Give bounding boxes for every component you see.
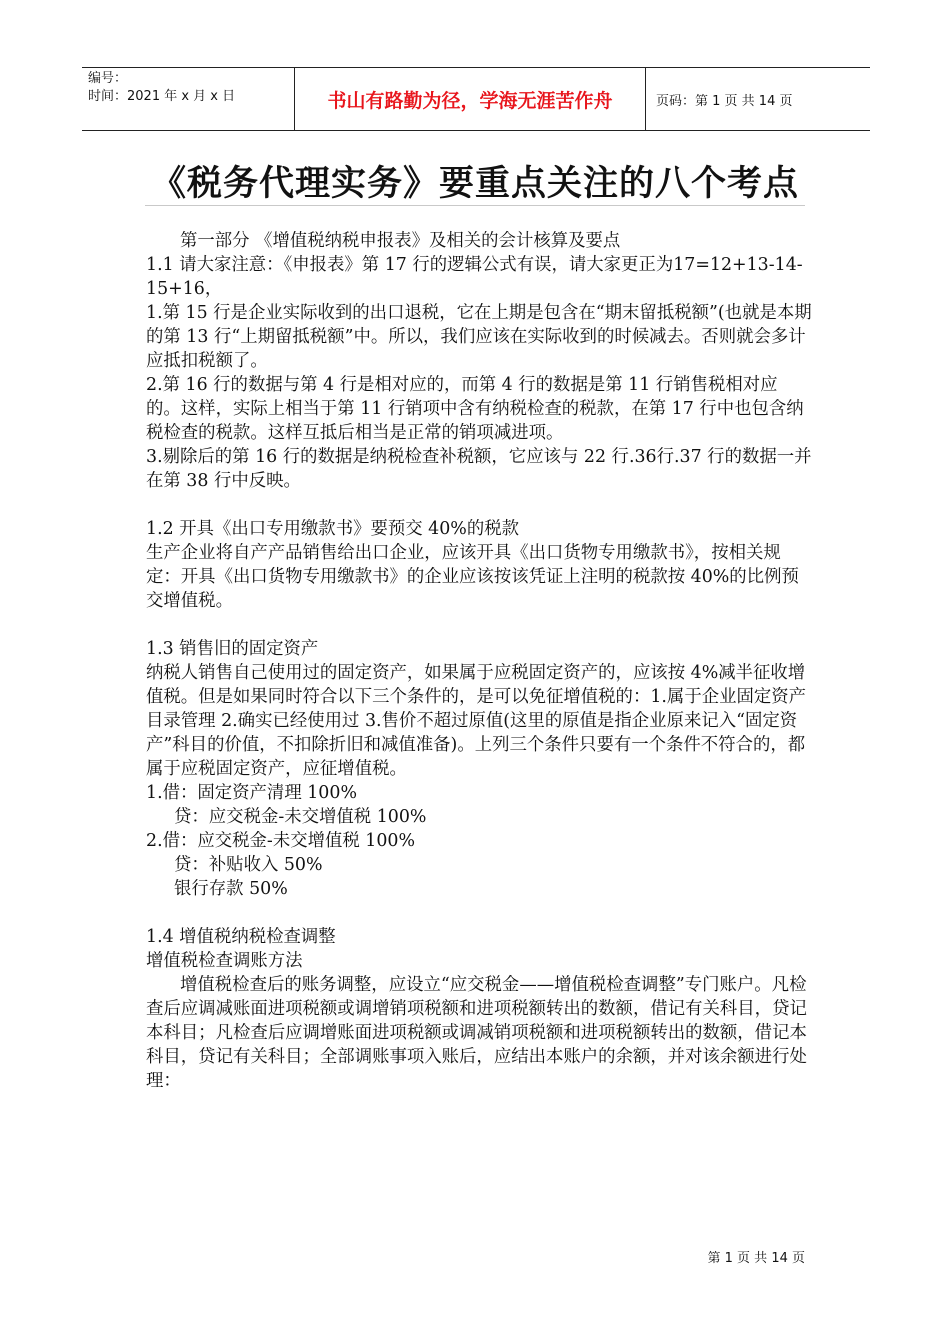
- subsection-heading: 1.3 销售旧的固定资产: [146, 639, 319, 659]
- paragraph: 1.1 请大家注意：《申报表》第 17 行的逻辑公式有误，请大家更正为17=12+13-14-15+16，: [146, 255, 803, 299]
- document-body: [146, 229, 812, 1093]
- page-footer: 第 1 页 共 14 页: [707, 1251, 805, 1266]
- paragraph: 1.第 15 行是企业实际收到的出口退税，它在上期是包含在“期末留抵税额”(也就是本期的第 13 行“上期留抵税额”中。所以，我们应该在实际收到的时候减去。否则就会多计应抵扣税额了。: [146, 303, 812, 371]
- journal-entry: 2.借：应交税金-未交增值税 100%: [146, 831, 416, 851]
- paragraph: 生产企业将自产产品销售给出口企业，应该开具《出口货物专用缴款书》，按相关规定：开具《出口货物专用缴款书》的企业应该按该凭证上注明的税款按 40%的比例预交增值税。: [146, 543, 799, 611]
- page-header: [82, 67, 870, 131]
- journal-entry: 银行存款 50%: [174, 879, 288, 899]
- journal-entry: 贷：补贴收入 50%: [174, 855, 323, 875]
- subsection-heading: 1.4 增值税纳税检查调整: [146, 927, 336, 947]
- header-meta: [82, 68, 295, 130]
- journal-entry: 1.借：固定资产清理 100%: [146, 783, 357, 803]
- subsection-heading: 1.2 开具《出口专用缴款书》要预交 40%的税款: [146, 519, 520, 539]
- paragraph: 增值税检查后的账务调整，应设立“应交税金——增值税检查调整”专门账户。凡检查后应调减账面进项税额或调增销项税额和进项税额转出的数额，借记有关科目，贷记本科目；凡检查后应调增账面进项税额或调减销项税额和进项税额转出的数额，借记本科目，贷记有关科目；全部调账事项入账后，应结出本账户的余额，并对该余额进行处理：: [146, 975, 807, 1091]
- paragraph: 纳税人销售自己使用过的固定资产，如果属于应税固定资产的，应该按 4%减半征收增值税。但是如果同时符合以下三个条件的，是可以免征增值税的：1.属于企业固定资产目录管理 2.确实已经使用过 3.售价不超过原值(这里的原值是指企业原来记入“固定资产”科目的价值，不扣除折旧和减值准备)。上列三个条件只要有一个条件不符合的，都属于应税固定资产，应征增值税。: [146, 663, 807, 779]
- document-title: 《税务代理实务》要重点关注的八个考点: [150, 164, 799, 204]
- paragraph: 2.第 16 行的数据与第 4 行是相对应的，而第 4 行的数据是第 11 行销售税相对应的。这样，实际上相当于第 11 行销项中含有纳税检查的税款，在第 17 行中也包含纳税检查的税款。这样互抵后相当是正常的销项减进项。: [146, 375, 804, 443]
- header-code: 编号：: [88, 71, 128, 86]
- paragraph: 增值税检查调账方法: [146, 951, 303, 971]
- title-divider: [145, 205, 805, 206]
- section-heading: 第一部分 《增值税纳税申报表》及相关的会计核算及要点: [180, 231, 621, 251]
- paragraph: 3.剔除后的第 16 行的数据是纳税检查补税额，它应该与 22 行.36行.37 行的数据一并在第 38 行中反映。: [146, 447, 812, 491]
- journal-entry: 贷：应交税金-未交增值税 100%: [174, 807, 427, 827]
- spacer: [146, 901, 812, 925]
- spacer: [146, 493, 812, 517]
- header-page-number: 页码：第 1 页 共 14 页: [656, 93, 793, 109]
- header-date: 时间：2021 年 x 月 x 日: [88, 89, 236, 104]
- spacer: [146, 613, 812, 637]
- header-motto: 书山有路勤为径，学海无涯苦作舟: [295, 68, 646, 130]
